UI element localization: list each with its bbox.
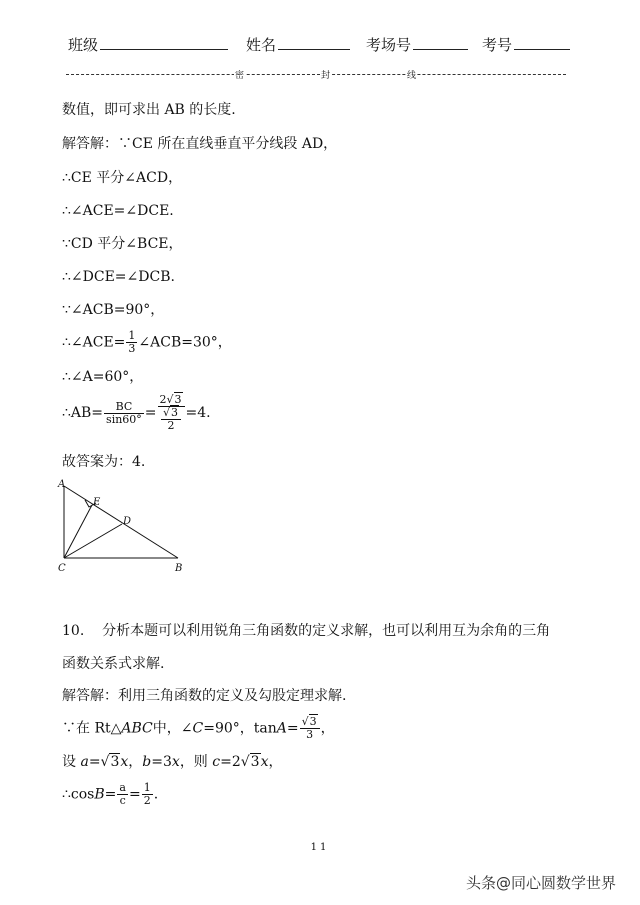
class-label: 班级: [68, 36, 99, 54]
inner-den: 2: [167, 419, 175, 432]
text-line-10: [62, 394, 211, 432]
q10-line-4: [62, 716, 335, 741]
fraction-bc-sin60: [104, 401, 144, 426]
q10-line-6: [62, 782, 158, 807]
l4-pre: ∵在 Rt△: [62, 720, 122, 737]
l5-pre: 设: [62, 754, 81, 770]
number-blank[interactable]: [514, 34, 570, 50]
frac-num: BC: [104, 401, 144, 414]
segment-ab: [64, 486, 178, 558]
fraction-a-over-c: [117, 782, 128, 807]
room-label: 考场号: [366, 36, 412, 54]
frac-den: c: [119, 794, 126, 807]
var-b: B: [94, 786, 105, 803]
l5-end: ，: [268, 754, 283, 770]
text-line-1: 数值，即可求出 AB 的长度.: [62, 102, 236, 118]
fraction-one-third: [126, 330, 137, 355]
q10-line-5: 设 a=√3x，b=3x，则 c=2√3x，: [62, 754, 283, 770]
number-field: [482, 34, 512, 55]
label-c: C: [58, 563, 66, 574]
text-line-6: ∴∠DCE=∠DCB.: [62, 269, 175, 285]
label-a: A: [58, 479, 66, 490]
number-label: 考号: [482, 36, 513, 54]
name-label: 姓名: [246, 36, 277, 54]
q10-number: 10.: [62, 623, 85, 639]
inner-num: √3: [161, 407, 181, 420]
text-line-8: [62, 330, 232, 355]
l6-eq2: =: [128, 786, 141, 803]
l5-sep2: ，则: [179, 754, 213, 770]
frac-den: 3: [306, 728, 314, 741]
page-number: 11: [310, 842, 330, 853]
l6-end: .: [153, 786, 159, 803]
class-blank[interactable]: [100, 34, 228, 50]
l5-sep1: ，: [128, 754, 143, 770]
text-line-9: ∴∠A=60°，: [62, 369, 144, 385]
l5-eq2: =3: [151, 754, 172, 770]
text-line-3: ∴CE 平分∠ACD，: [62, 170, 183, 186]
var-x: x: [260, 754, 269, 770]
var-x: x: [120, 754, 129, 770]
q10-text-1: 分析本题可以利用锐角三角函数的定义求解，也可以利用互为余角的三角: [102, 623, 551, 639]
l10-pre: ∴AB=: [62, 405, 104, 421]
frac-num: 1: [128, 329, 136, 342]
text-line-4: ∴∠ACE=∠DCE.: [62, 203, 174, 219]
seal-dash: [66, 74, 566, 75]
l5-eq3: =2: [220, 754, 241, 770]
l6-eq: =: [104, 786, 117, 803]
triangle-figure: [52, 476, 192, 580]
name-blank[interactable]: [278, 34, 350, 50]
fraction-complex: [158, 394, 185, 432]
radicand: 3: [309, 715, 317, 728]
q10-line-3: 解答解：利用三角函数的定义及勾股定理求解.: [62, 688, 347, 704]
l10-post: =4.: [185, 405, 211, 421]
frac-num: 1: [143, 781, 151, 794]
text-line-5: ∵CD 平分∠BCE，: [62, 236, 183, 252]
frac-num: 2√3: [158, 394, 185, 407]
radicand: 3: [171, 406, 179, 419]
name-field: [246, 34, 276, 55]
radicand: 3: [250, 754, 260, 770]
frac-den: sin60°: [106, 412, 142, 426]
room-blank[interactable]: [413, 34, 468, 50]
l6-pre: ∴cos: [62, 786, 95, 803]
fraction-one-half: [142, 782, 153, 807]
frac-num: √3: [300, 716, 320, 729]
var-c: c: [212, 754, 221, 770]
radicand: 3: [174, 393, 182, 406]
l5-eq1: =: [88, 754, 101, 770]
var-x: x: [171, 754, 180, 770]
inner-fraction: [161, 407, 181, 432]
label-b: B: [175, 563, 183, 574]
q10-line-1: [62, 622, 550, 640]
l4-c: C: [192, 720, 204, 737]
text-line-11: 故答案为：4.: [62, 454, 146, 470]
label-e: E: [93, 497, 101, 508]
frac-num: a: [119, 781, 126, 794]
l8-pre: ∴∠ACE=: [62, 334, 126, 351]
l4-abc: ABC: [121, 720, 153, 737]
q10-line-2: 函数关系式求解.: [62, 656, 165, 672]
frac-den: 3: [128, 342, 136, 355]
l8-post: ∠ACB=30°，: [138, 334, 232, 351]
frac-den: 2: [143, 794, 151, 807]
l4-a: A: [276, 720, 287, 737]
seal-char-mi: 密: [234, 68, 245, 81]
l4-eq: =90°，tan: [203, 720, 277, 737]
radicand: 3: [110, 754, 120, 770]
exam-header: [66, 34, 576, 58]
text-line-2: 解答解：∵CE 所在直线垂直平分线段 AD，: [62, 136, 338, 152]
l4-post: ，: [320, 720, 335, 737]
l10-eq: =: [144, 405, 157, 421]
label-d: D: [123, 516, 132, 527]
l4-mid: 中，∠: [152, 720, 193, 737]
frac-den: [158, 407, 185, 432]
class-field: [68, 34, 98, 55]
room-field: [366, 34, 411, 55]
var-a: a: [80, 754, 89, 770]
var-b: b: [142, 754, 152, 770]
coef: 2: [159, 393, 167, 406]
seal-char-feng: 封: [320, 68, 331, 81]
l4-eq2: =: [286, 720, 299, 737]
watermark: 头条@同心圆数学世界: [465, 874, 616, 892]
fraction-sqrt3-over-3: [300, 716, 320, 741]
seal-line: [66, 68, 566, 82]
text-line-7: ∵∠ACB=90°，: [62, 302, 165, 318]
seal-char-xian: 线: [406, 68, 417, 81]
